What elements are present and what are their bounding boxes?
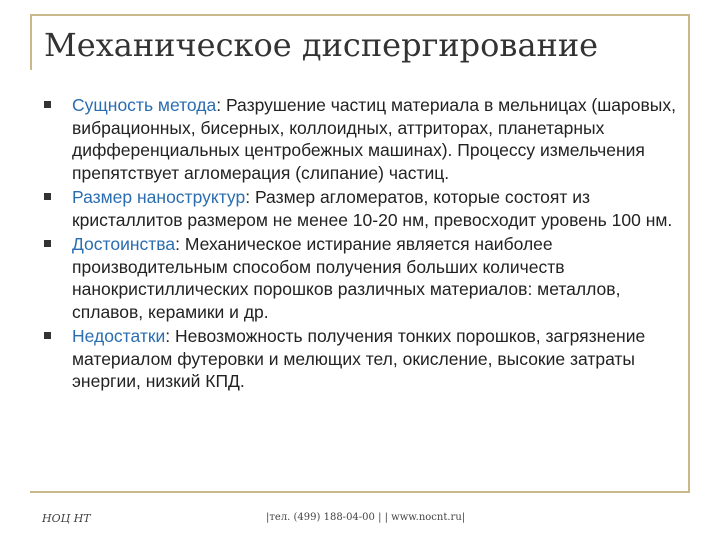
slide-title: Механическое диспергирование: [44, 26, 599, 64]
bullet-text: : Размер агломератов, которые состоят из кристаллитов размером не менее 10-20 нм, превосходит уровень 100 нм.: [72, 187, 673, 230]
bullet-term: Достоинства: [72, 234, 176, 254]
bullet-text: : Разрушение частиц материала в мельницах (шаровых, вибрационных, бисерных, коллоидных, аттриторах, планетарных дифференциальных центробежных машинах). Процессу измельчения препятствует агломерация (слипание) частиц.: [72, 95, 676, 183]
square-bullet-icon: [44, 332, 51, 339]
frame-line-bottom: [30, 491, 690, 493]
bullet-term: Сущность метода: [72, 95, 217, 115]
footer-organization: НОЦ НТ: [42, 512, 91, 525]
bullet-item-essence: [40, 94, 680, 184]
frame-line-top: [30, 14, 690, 16]
bullet-item-advantages: [40, 233, 680, 323]
square-bullet-icon: [44, 101, 51, 108]
frame-line-right: [688, 14, 690, 492]
frame-line-left: [30, 14, 32, 70]
square-bullet-icon: [44, 240, 51, 247]
bullet-text: : Невозможность получения тонких порошков, загрязнение материалом футеровки и мелющих тел, окисление, высокие затраты энергии, низкий КПД.: [72, 326, 646, 391]
bullet-item-disadvantages: [40, 325, 680, 393]
bullet-term: Недостатки: [72, 326, 166, 346]
footer-contacts: |тел. (499) 188-04-00 | | www.nocnt.ru|: [266, 512, 466, 523]
bullet-text: : Механическое истирание является наиболее производительным способом получения больших количеств нанокристиллических порошков различных материалов: металлов, сплавов, керамики и др.: [72, 234, 621, 322]
bullet-list: [40, 94, 680, 395]
bullet-item-size: [40, 186, 680, 231]
bullet-term: Размер наноструктур: [72, 187, 246, 207]
square-bullet-icon: [44, 193, 51, 200]
